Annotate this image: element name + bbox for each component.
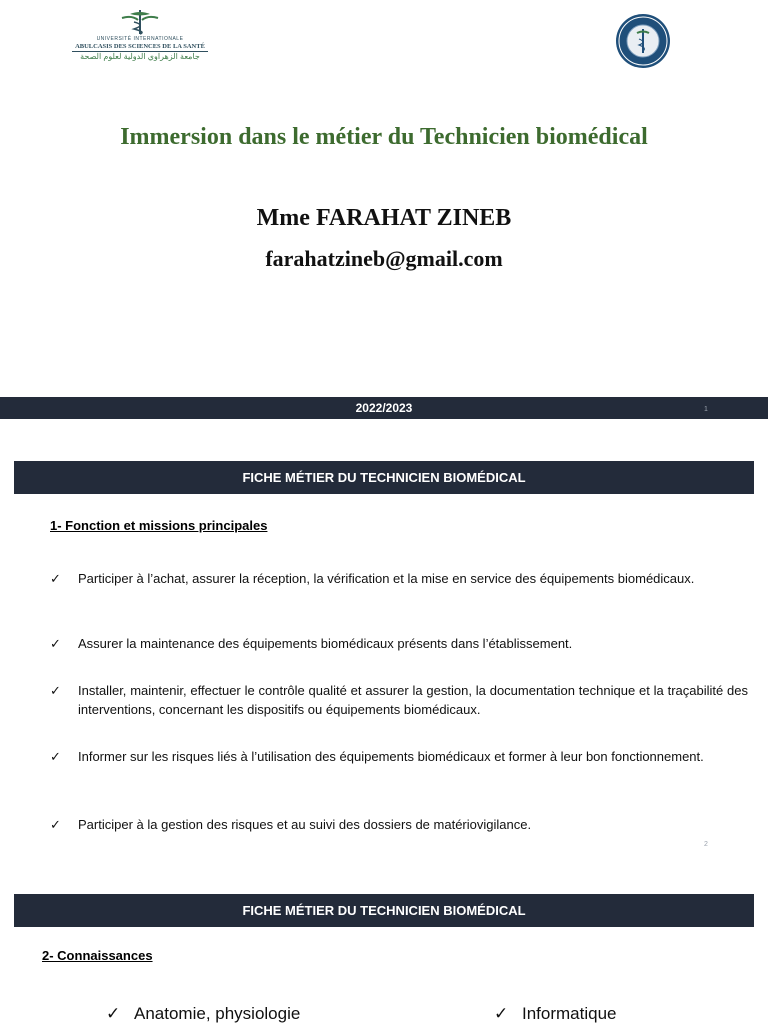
slide-footer	[0, 397, 768, 419]
mission-text: Participer à la gestion des risques et au suivi des dossiers de matériovigilance.	[78, 817, 532, 832]
checkmark-icon: ✓	[50, 636, 61, 651]
section-title-missions: 1- Fonction et missions principales	[50, 518, 268, 533]
mission-text: Assurer la maintenance des équipements biomédicaux présents dans l’établissement.	[78, 636, 573, 651]
checkmark-icon: ✓	[494, 1004, 509, 1023]
caduceus-logo-icon	[116, 8, 164, 36]
author-email: farahatzineb@gmail.com	[265, 246, 503, 271]
mission-text: Installer, maintenir, effectuer le contrôle qualité et assurer la gestion, la documentation technique et la traçabilité des interventions, concernant les dispositifs ou équipements biomédicaux.	[78, 683, 748, 717]
page-number: 1	[704, 406, 708, 413]
mission-text: Participer à l’achat, assurer la réception, la vérification et la mise en service des équipements biomédicaux.	[78, 571, 695, 586]
academic-year: 2022/2023	[355, 401, 413, 415]
logo-text-university: UNIVERSITÉ INTERNATIONALE	[96, 36, 184, 42]
knowledge-text: Anatomie, physiologie	[134, 1004, 301, 1023]
checkmark-icon: ✓	[50, 683, 61, 698]
section-title-knowledge: 2- Connaissances	[42, 948, 153, 963]
section-header-bar: FICHE MÉTIER DU TECHNICIEN BIOMÉDICAL	[14, 461, 754, 494]
author-name: Mme FARAHAT ZINEB	[256, 205, 512, 231]
logo-text-name: ABULCASIS DES SCIENCES DE LA SANTÉ	[75, 43, 205, 50]
mission-text: Informer sur les risques liés à l’utilisation des équipements biomédicaux et former à leur bon fonctionnement.	[78, 749, 704, 764]
section-header-bar: FICHE MÉTIER DU TECHNICIEN BIOMÉDICAL	[14, 894, 754, 927]
logo-text-arabic: جامعة الزهراوي الدولية لعلوم الصحة	[80, 52, 200, 61]
university-logo	[70, 8, 210, 66]
checkmark-icon: ✓	[50, 571, 61, 586]
knowledge-item	[106, 1004, 300, 1024]
knowledge-text: Informatique	[522, 1004, 617, 1023]
checkmark-icon: ✓	[50, 749, 61, 764]
checkmark-icon: ✓	[106, 1004, 121, 1023]
presentation-title: Immersion dans le métier du Technicien biomédical	[120, 124, 648, 150]
checkmark-icon: ✓	[50, 817, 61, 832]
page-number: 2	[704, 841, 708, 848]
knowledge-item	[494, 1004, 617, 1024]
simulation-center-seal-icon	[615, 13, 671, 69]
